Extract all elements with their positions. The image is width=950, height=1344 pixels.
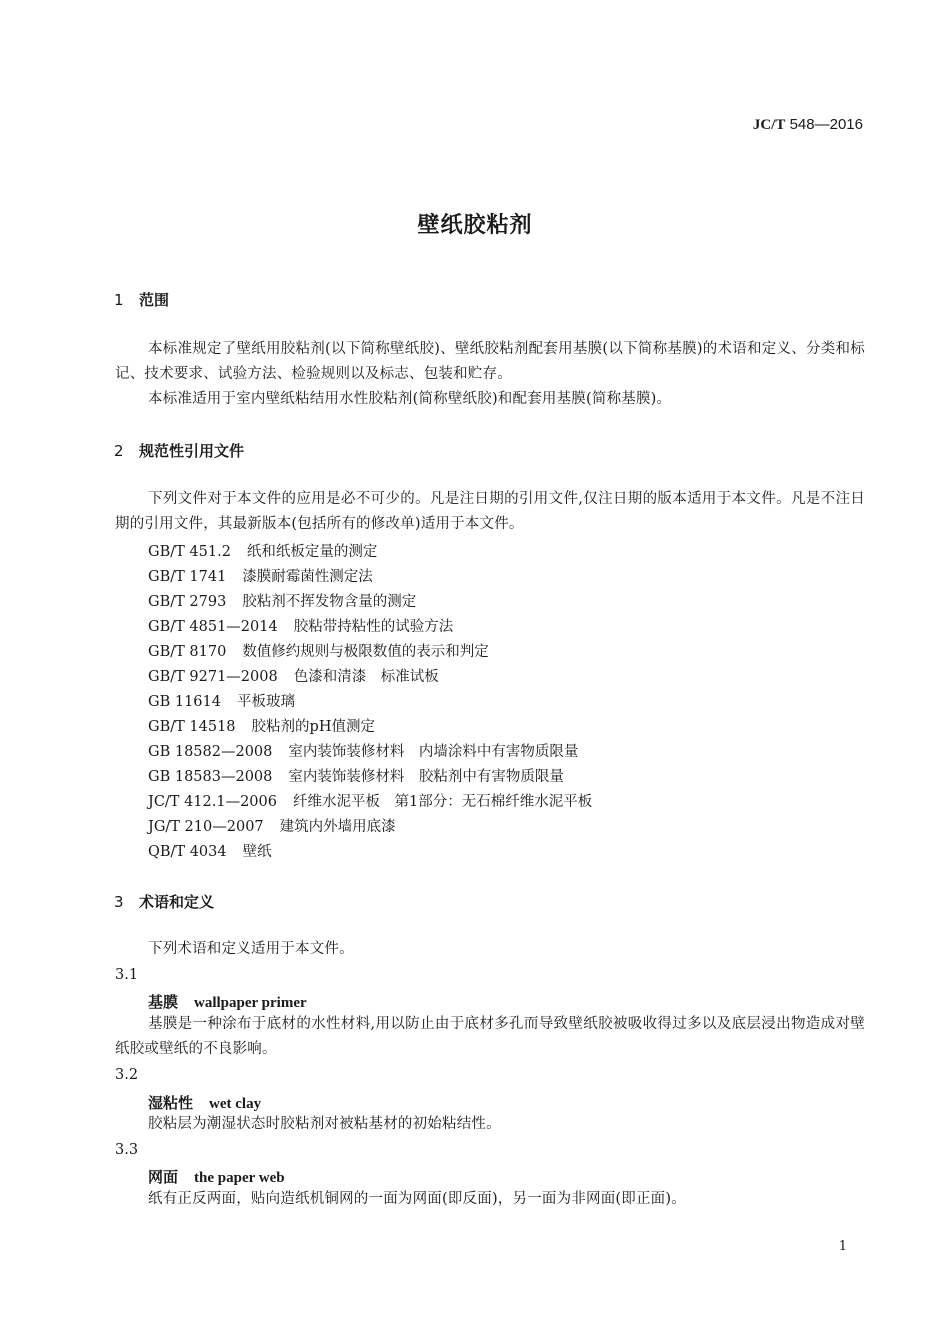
- reference-title: 壁纸: [242, 844, 272, 860]
- reference-title: 纸和纸板定量的测定: [246, 544, 378, 560]
- term-en: wet clay: [209, 1096, 262, 1112]
- term-heading: [148, 1166, 285, 1187]
- reference-title: 色漆和清漆 标准试板: [293, 669, 439, 685]
- section-title: 规范性引用文件: [139, 442, 245, 460]
- reference-item: [148, 740, 578, 761]
- reference-code: GB 18583—2008: [148, 769, 273, 785]
- reference-item: [148, 815, 396, 836]
- section-number: 2: [114, 442, 124, 460]
- reference-code: GB/T 1741: [148, 569, 227, 585]
- reference-code: GB/T 451.2: [148, 544, 231, 560]
- clause-number: 3.2: [115, 1067, 139, 1083]
- reference-item: [148, 790, 592, 811]
- normative-intro: 下列文件对于本文件的应用是必不可少的。凡是注日期的引用文件,仅注日期的版本适用于本文件。凡是不注日期的引用文件，其最新版本(包括所有的修改单)适用于本文件。: [115, 491, 865, 532]
- reference-item: [148, 715, 375, 736]
- reference-item: [148, 640, 489, 661]
- reference-title: 平板玻璃: [236, 694, 295, 710]
- terms-intro: 下列术语和定义适用于本文件。: [148, 941, 354, 957]
- reference-code: JG/T 210—2007: [148, 819, 264, 835]
- reference-item: [148, 690, 295, 711]
- document-title: 壁纸胶粘剂: [417, 213, 533, 238]
- reference-code: GB/T 9271—2008: [148, 669, 278, 685]
- reference-title: 胶粘剂不挥发物含量的测定: [242, 594, 417, 610]
- term-zh: 网面: [148, 1168, 179, 1186]
- term-en: the paper web: [194, 1170, 285, 1186]
- reference-code: GB/T 2793: [148, 594, 227, 610]
- reference-code: GB/T 4851—2014: [148, 619, 278, 635]
- term-zh: 基膜: [148, 993, 179, 1011]
- reference-item: [148, 840, 272, 861]
- reference-title: 数值修约规则与极限数值的表示和判定: [242, 644, 489, 660]
- section-heading-terms: [114, 891, 214, 912]
- term-heading: [148, 1092, 261, 1113]
- reference-code: JC/T 412.1—2006: [148, 794, 277, 810]
- page-number: 1: [838, 1239, 847, 1254]
- term-heading: [148, 991, 307, 1012]
- term-zh: 湿粘性: [148, 1094, 194, 1112]
- term-en: wallpaper primer: [194, 995, 307, 1011]
- clause-number: 3.1: [115, 967, 139, 983]
- section-number: 1: [114, 291, 124, 309]
- reference-code: GB 11614: [148, 694, 221, 710]
- reference-code: GB/T 8170: [148, 644, 227, 660]
- reference-title: 室内装饰装修材料 内墙涂料中有害物质限量: [288, 744, 579, 760]
- scope-paragraph: 本标准规定了壁纸用胶粘剂(以下简称壁纸胶)、壁纸胶粘剂配套用基膜(以下简称基膜)的术语和定义、分类和标记、技术要求、试验方法、检验规则以及标志、包装和贮存。: [115, 341, 865, 382]
- standard-code-number: 548—2016: [789, 116, 863, 133]
- standard-code-prefix: JC/T: [752, 117, 786, 133]
- reference-item: [148, 565, 373, 586]
- term-definition: 胶粘层为潮湿状态时胶粘剂对被粘基材的初始粘结性。: [148, 1116, 501, 1132]
- reference-item: [148, 615, 453, 636]
- section-number: 3: [114, 893, 124, 911]
- section-heading-normative: [114, 440, 244, 461]
- reference-code: GB 18582—2008: [148, 744, 273, 760]
- reference-title: 胶粘带持粘性的试验方法: [293, 619, 454, 635]
- reference-title: 纤维水泥平板 第1部分：无石棉纤维水泥平板: [293, 794, 593, 810]
- reference-item: [148, 665, 439, 686]
- scope-paragraph: 本标准适用于室内壁纸粘结用水性胶粘剂(简称壁纸胶)和配套用基膜(简称基膜)。: [148, 391, 672, 407]
- reference-code: GB/T 14518: [148, 719, 236, 735]
- reference-title: 室内装饰装修材料 胶粘剂中有害物质限量: [288, 769, 564, 785]
- reference-item: [148, 590, 416, 611]
- reference-title: 胶粘剂的pH值测定: [251, 719, 375, 735]
- section-heading-scope: [114, 289, 169, 310]
- reference-item: [148, 765, 564, 786]
- section-title: 范围: [139, 291, 170, 309]
- reference-title: 建筑内外墙用底漆: [279, 819, 396, 835]
- term-definition: 纸有正反两面，贴向造纸机铜网的一面为网面(即反面)，另一面为非网面(即正面)。: [148, 1191, 686, 1207]
- reference-item: [148, 540, 377, 561]
- reference-title: 漆膜耐霉菌性测定法: [242, 569, 373, 585]
- term-definition: 基膜是一种涂布于底材的水性材料,用以防止由于底材多孔而导致壁纸胶被吸收得过多以及底层浸出物造成对壁纸胶或壁纸的不良影响。: [115, 1016, 865, 1057]
- reference-code: QB/T 4034: [148, 844, 227, 860]
- clause-number: 3.3: [115, 1142, 139, 1158]
- section-title: 术语和定义: [139, 893, 215, 911]
- standard-code: [753, 116, 863, 134]
